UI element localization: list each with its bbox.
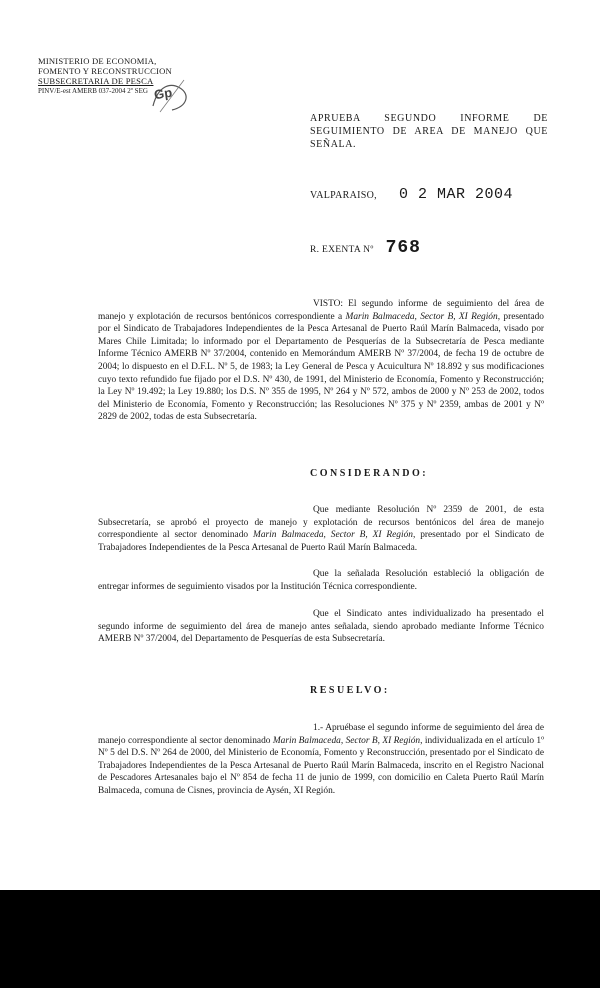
resuelvo-paragraph-1: 1.- Apruébase el segundo informe de seguimiento del área de manejo correspondiente al sector denominado Marin Balmaceda, Sector B, XI Región, individualizada en el artículo 1º Nº 5 del D.S. Nº 264 de 2000, del Ministerio de Economía, Fomento y Reconstrucción, presentado por el Sindicato de Trabajadores Independientes de la Pesca Artesanal de Puerto Raúl Marín Balmaceda, inscrito en el Registro Nacional de Pescadores Artesanales bajo el Nº 854 de fecha 11 de junio de 1999, con domicilio en Caleta Puerto Raúl Marín Balmaceda, comuna de Cisnes, provincia de Aysén, XI Región. [98, 723, 544, 796]
stamp-text: Gp [153, 84, 174, 103]
considerando-heading: CONSIDERANDO: [310, 468, 429, 479]
sector-name: Marin Balmaceda, Sector B, XI Región [345, 311, 498, 322]
sector-name: Marin Balmaceda, Sector B, XI Región [253, 530, 413, 541]
visto-paragraph: VISTO: El segundo informe de seguimiento del área de manejo y explotación de recursos bentónicos correspondiente a Marin Balmaceda, Sector B, XI Región, presentado por el Sindicato de Trabajadores Independientes de la Pesca Artesanal de Puerto Raúl Marín Balmaceda, visado por Mares Chile Limitada; lo informado por el Departamento de Pesquerías de la Subsecretaría de Pesca mediante Informe Técnico AMERB Nº 37/2004, contenido en Memorándum AMERB Nº 37/2004, de fecha 19 de octubre de 2004; lo dispuesto en el D.F.L. Nº 5, de 1983; la Ley General de Pesca y Acuicultura Nº 18.892 y sus modificaciones cuyo texto refundido fue fijado por el D.S. Nº 430, de 1991, del Ministerio de Economía, Fomento y Reconstrucción; la Ley Nº 19.492; la Ley 19.880; los D.S. Nº 355 de 1995, Nº 264 y Nº 572, ambos de 2000 y Nº 253 de 2002, todos del Ministerio de Economía, Fomento y Reconstrucción; las Resoluciones Nº 375 y Nº 2359, ambas de 2001 y Nº 2829 de 2002, todas de esta Subsecretaría. [98, 299, 544, 423]
resolution-label: R. EXENTA Nº [310, 245, 374, 255]
document-subject: APRUEBA SEGUNDO INFORME DE SEGUIMIENTO DE AREA DE MANEJO QUE SEÑALA. [310, 113, 548, 150]
resolution-number [310, 238, 421, 258]
considerando-paragraph-1: Que mediante Resolución Nº 2359 de 2001, de esta Subsecretaría, se aprobó el proyecto de manejo y explotación de recursos bentónicos del área de manejo correspondiente al sector denominado Marin Balmaceda, Sector B, XI Región, presentado por el Sindicato de Trabajadores Independientes de la Pesca Artesanal de Puerto Raúl Marín Balmaceda. [98, 505, 544, 553]
letterhead-reference: PINV/E-est AMERB 037-2004 2º SEG [38, 87, 148, 95]
letterhead-ministry: MINISTERIO DE ECONOMIA, [38, 56, 157, 66]
resolution-number-value: 768 [385, 238, 421, 258]
letterhead-subsecretaria: SUBSECRETARIA DE PESCA [38, 76, 154, 86]
place: VALPARAISO, [310, 190, 377, 201]
sector-name: Marin Balmaceda, Sector B, XI Región [272, 735, 421, 746]
considerando-paragraph-2: Que la señalada Resolución estableció la obligación de entregar informes de seguimiento visados por la Institución Técnica correspondiente. [98, 569, 544, 592]
date-stamp: 0 2 MAR 2004 [398, 186, 513, 203]
initials-stamp [150, 76, 192, 116]
scan-border [0, 890, 600, 988]
place-date [310, 185, 560, 203]
letterhead-ministry-2: FOMENTO Y RECONSTRUCCION [38, 66, 172, 76]
considerando-paragraph-3: Que el Sindicato antes individualizado ha presentado el segundo informe de seguimiento del área de manejo antes señalada, siendo aprobado mediante Informe Técnico AMERB Nº 37/2004, del Departamento de Pesquerías de esta Subsecretaría. [98, 609, 544, 645]
resuelvo-heading: RESUELVO: [310, 685, 390, 696]
